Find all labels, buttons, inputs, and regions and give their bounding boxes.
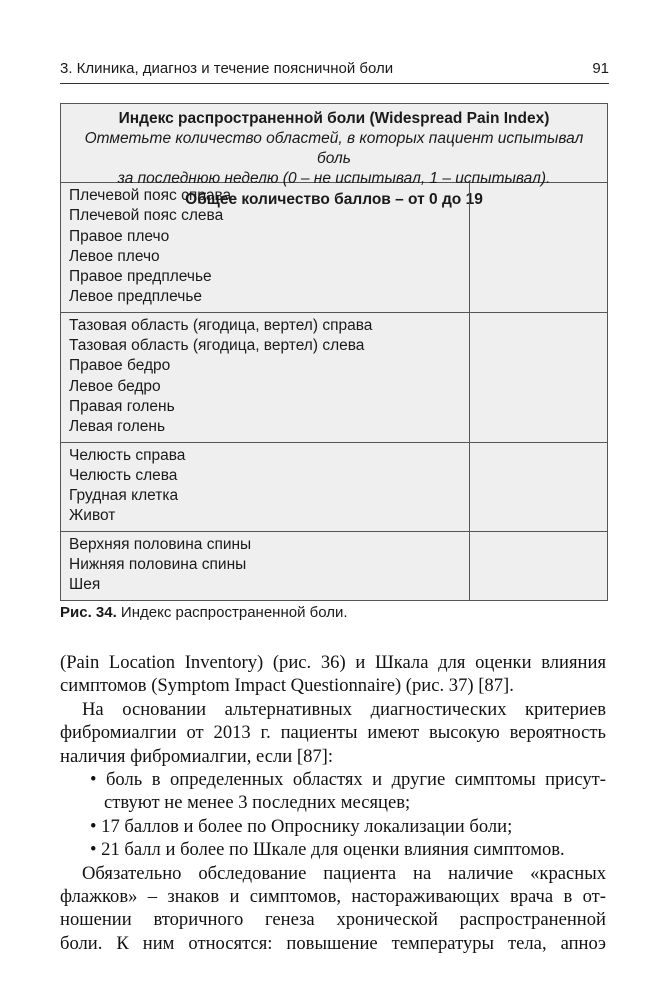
table-row-label: Живот bbox=[69, 507, 116, 525]
score-cell bbox=[470, 532, 607, 600]
table-group-shoulders-arms bbox=[61, 183, 607, 313]
table-row-label: Грудная клетка bbox=[69, 487, 179, 505]
body-text bbox=[60, 651, 606, 955]
group-items bbox=[61, 532, 470, 600]
table-row-label: Левая голень bbox=[69, 418, 166, 436]
table-row-label: Левое плечо bbox=[69, 247, 160, 265]
table-row-label: Правое плечо bbox=[69, 227, 170, 245]
list-item: • 21 балл и более по Шкале для оценки влияния симптомов. bbox=[90, 839, 565, 861]
text-line: боли. К ним относятся: повышение температуры тела, апноэ bbox=[60, 932, 606, 954]
text-line: симптомов (Symptom Impact Questionnaire) (рис. 37) [87]. bbox=[60, 675, 514, 697]
table-group-jaw-chest-abdomen bbox=[61, 443, 607, 532]
score-cell bbox=[470, 183, 607, 312]
text-line: флажков» – знаков и симптомов, настораживающих врача в от- bbox=[60, 886, 606, 908]
table-instruction-line1: Отметьте количество областей, в которых пациент испытывал боль bbox=[84, 130, 584, 167]
table-title: Индекс распространенной боли (Widespread Pain Index) bbox=[118, 110, 550, 127]
list-item: • боль в определенных областях и другие симптомы присут- bbox=[90, 769, 606, 791]
text-line: На основании альтернативных диагностических критериев bbox=[82, 698, 606, 720]
score-cell bbox=[470, 443, 607, 531]
group-items bbox=[61, 313, 470, 442]
table-row-label: Тазовая область (ягодица, вертел) слева bbox=[69, 337, 365, 355]
table-row-label: Плечевой пояс справа bbox=[69, 187, 232, 204]
chapter-title: 3. Клиника, диагноз и течение поясничной боли bbox=[60, 60, 394, 77]
group-items bbox=[61, 443, 470, 531]
score-cell bbox=[470, 313, 607, 442]
table-row-label: Тазовая область (ягодица, вертел) справа bbox=[69, 316, 373, 334]
table-row-label: Плечевой пояс слева bbox=[69, 207, 224, 225]
figure-caption bbox=[60, 604, 348, 621]
text-line: (Pain Location Inventory) (рис. 36) и Шкала для оценки влияния bbox=[60, 652, 606, 673]
figure-label: Рис. 34. bbox=[60, 604, 117, 621]
table-group-hips-legs bbox=[61, 313, 607, 443]
text-line: ствуют не менее 3 последних месяцев; bbox=[104, 792, 411, 814]
table-row-label: Шея bbox=[69, 576, 101, 594]
widespread-pain-index-table bbox=[60, 103, 608, 601]
header-divider bbox=[60, 83, 609, 84]
group-items bbox=[61, 183, 470, 312]
table-row-label: Левое бедро bbox=[69, 377, 161, 395]
figure-caption-text: Индекс распространенной боли. bbox=[116, 604, 348, 621]
text-line: Обязательно обследование пациента на наличие «красных bbox=[82, 862, 606, 884]
list-item: • 17 баллов и более по Опроснику локализации боли; bbox=[90, 815, 513, 837]
text-line: фибромиалгии от 2013 г. пациенты имеют высокую вероятность bbox=[60, 722, 606, 744]
table-row-label: Левое предплечье bbox=[69, 288, 203, 306]
text-line: наличия фибромиалгии, если [87]: bbox=[60, 745, 334, 767]
text-line: ношении вторичного генеза хронической распространенной bbox=[60, 909, 606, 931]
table-row-label: Челюсть справа bbox=[69, 446, 186, 464]
page-number: 91 bbox=[592, 60, 609, 77]
table-row-label: Правое бедро bbox=[69, 357, 171, 375]
table-group-back-neck bbox=[61, 532, 607, 600]
table-total-score: Общее количество баллов – от 0 до 19 bbox=[185, 191, 483, 208]
table-row-label: Верхняя половина спины bbox=[69, 535, 252, 553]
table-row-label: Правая голень bbox=[69, 397, 175, 415]
table-row-label: Нижняя половина спины bbox=[69, 556, 247, 574]
table-row-label: Челюсть слева bbox=[69, 466, 178, 484]
table-row-label: Правое предплечье bbox=[69, 268, 212, 286]
table-instruction-line2: за последнюю неделю (0 – не испытывал, 1 – испытывал). bbox=[117, 170, 551, 187]
